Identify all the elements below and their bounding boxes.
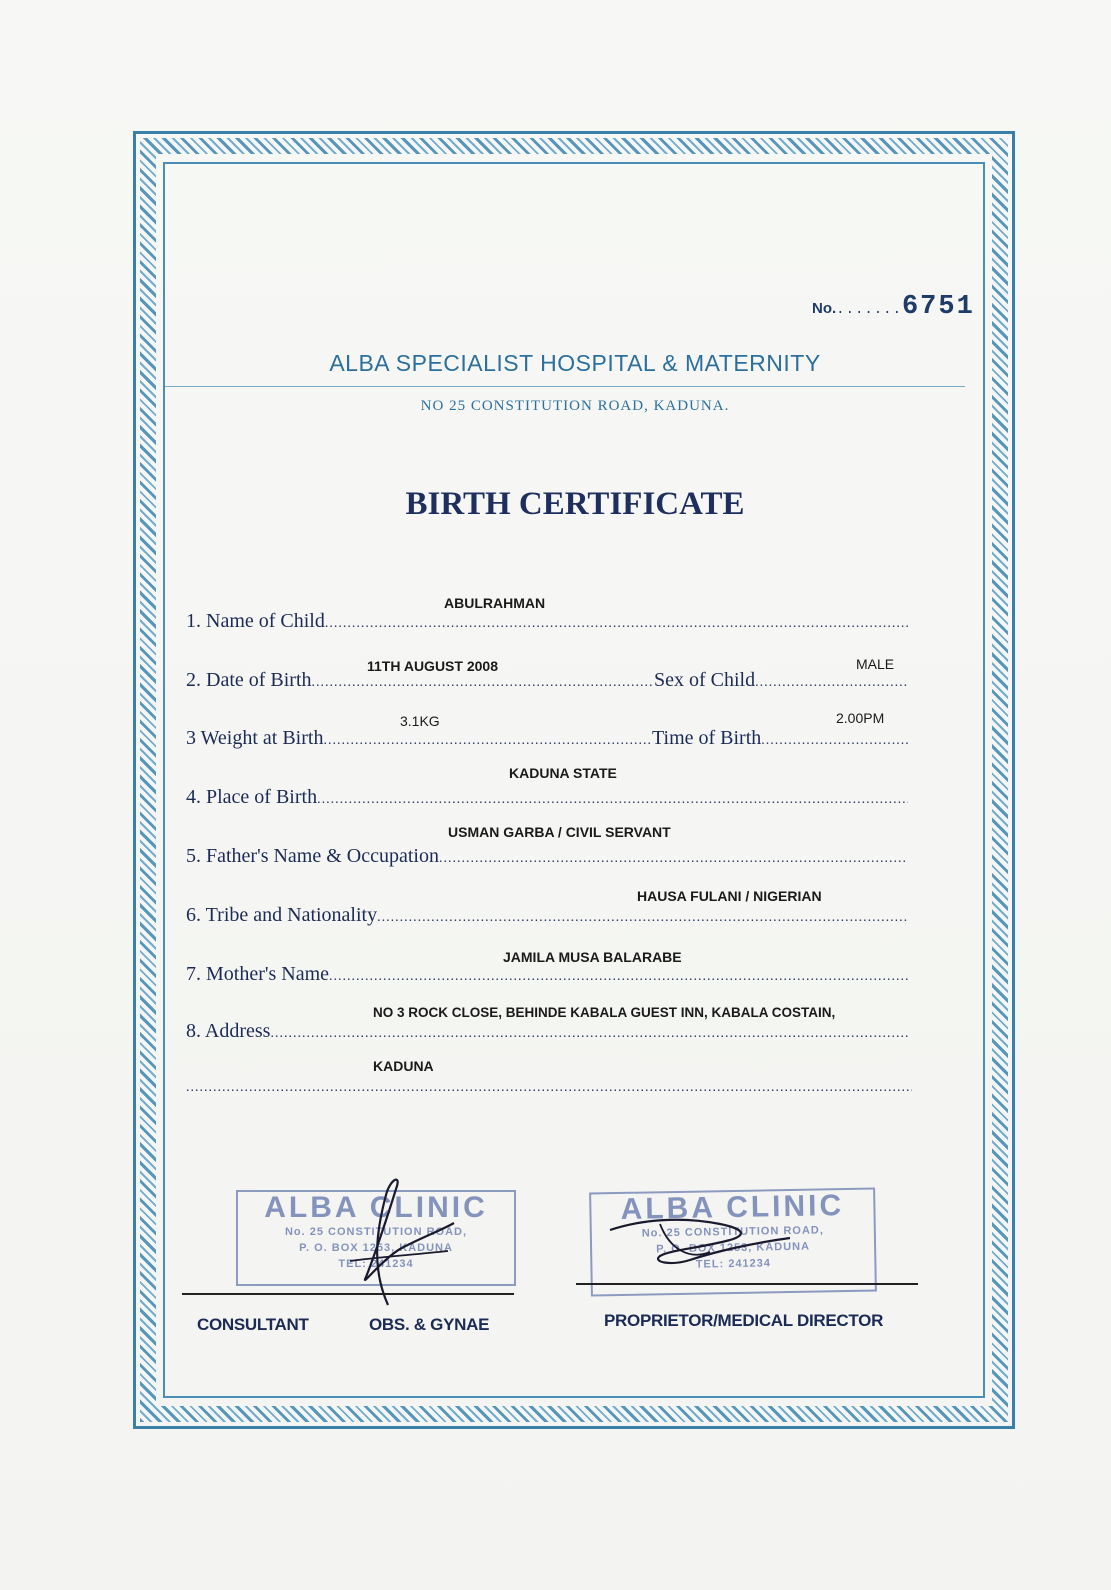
field-weight-at-birth <box>186 727 652 751</box>
field-time-of-birth <box>652 727 910 751</box>
field-tribe <box>186 904 908 928</box>
field-value-address-line2: KADUNA <box>373 1058 434 1074</box>
field-value-name-of-child: ABULRAHMAN <box>444 595 546 611</box>
stamp-right-line3: TEL: 241234 <box>695 1257 772 1271</box>
field-label: 7. Mother's Name <box>186 963 330 985</box>
label-obs-gynae: OBS. & GYNAE <box>369 1315 490 1334</box>
document-title: BIRTH CERTIFICATE <box>405 486 745 522</box>
signature-right <box>600 1190 800 1280</box>
field-label: 5. Father's Name & Occupation <box>186 845 439 867</box>
field-label: 3 Weight at Birth <box>186 727 324 749</box>
stamp-left-line2: P. O. BOX 1253, KADUNA <box>299 1242 453 1254</box>
field-value-weight-at-birth: 3.1KG <box>400 713 440 729</box>
field-address-continuation <box>186 1080 912 1104</box>
serial-value: 6751 <box>901 292 975 322</box>
stamp-right-line1: No. 25 CONSTITUTION ROAD, <box>641 1224 824 1240</box>
serial-label: No. <box>812 300 837 317</box>
label-consultant: CONSULTANT <box>197 1315 309 1334</box>
field-mother <box>186 963 908 987</box>
stamp-left-name: ALBA CLINIC <box>264 1191 488 1224</box>
field-value-address-line1: NO 3 ROCK CLOSE, BEHINDE KABALA GUEST INN, KABALA COSTAIN, <box>373 1005 836 1020</box>
field-label: 2. Date of Birth <box>186 669 312 691</box>
field-value-time-of-birth: 2.00PM <box>836 710 885 726</box>
stamp-right-line2: P. O. BOX 1253, KADUNA <box>656 1240 811 1256</box>
header-divider <box>165 386 965 387</box>
field-label: Time of Birth <box>652 727 762 749</box>
field-sex-of-child <box>654 669 908 693</box>
field-value-place-of-birth: KADUNA STATE <box>509 765 617 781</box>
label-proprietor: PROPRIETOR/MEDICAL DIRECTOR <box>604 1311 884 1330</box>
stamp-left-line1: No. 25 CONSTITUTION ROAD, <box>284 1226 468 1238</box>
field-value-mother: JAMILA MUSA BALARABE <box>503 949 682 965</box>
field-address <box>186 1020 908 1044</box>
field-label: 8. Address <box>186 1020 271 1042</box>
serial-number: No........6751 <box>812 292 975 322</box>
field-value-father: USMAN GARBA / CIVIL SERVANT <box>448 824 671 840</box>
field-value-date-of-birth: 11TH AUGUST 2008 <box>367 658 498 674</box>
field-father <box>186 845 908 869</box>
field-value-sex-of-child: MALE <box>856 656 895 672</box>
field-name-of-child <box>186 610 908 634</box>
hospital-address: NO 25 CONSTITUTION ROAD, KADUNA. <box>420 398 730 414</box>
field-label: 4. Place of Birth <box>186 786 318 808</box>
field-label: Sex of Child <box>654 669 756 691</box>
signature-line-right <box>576 1283 918 1285</box>
hospital-name: ALBA SPECIALIST HOSPITAL & MATERNITY <box>329 350 821 376</box>
field-value-tribe: HAUSA FULANI / NIGERIAN <box>637 888 822 904</box>
field-label: 1. Name of Child <box>186 610 325 632</box>
signature-line-left <box>182 1293 514 1295</box>
field-label: 6. Tribe and Nationality <box>186 904 378 926</box>
stamp-right-name: ALBA CLINIC <box>620 1189 845 1226</box>
stamp-left-line3: TEL: 241234 <box>338 1258 414 1270</box>
field-place-of-birth <box>186 786 908 810</box>
